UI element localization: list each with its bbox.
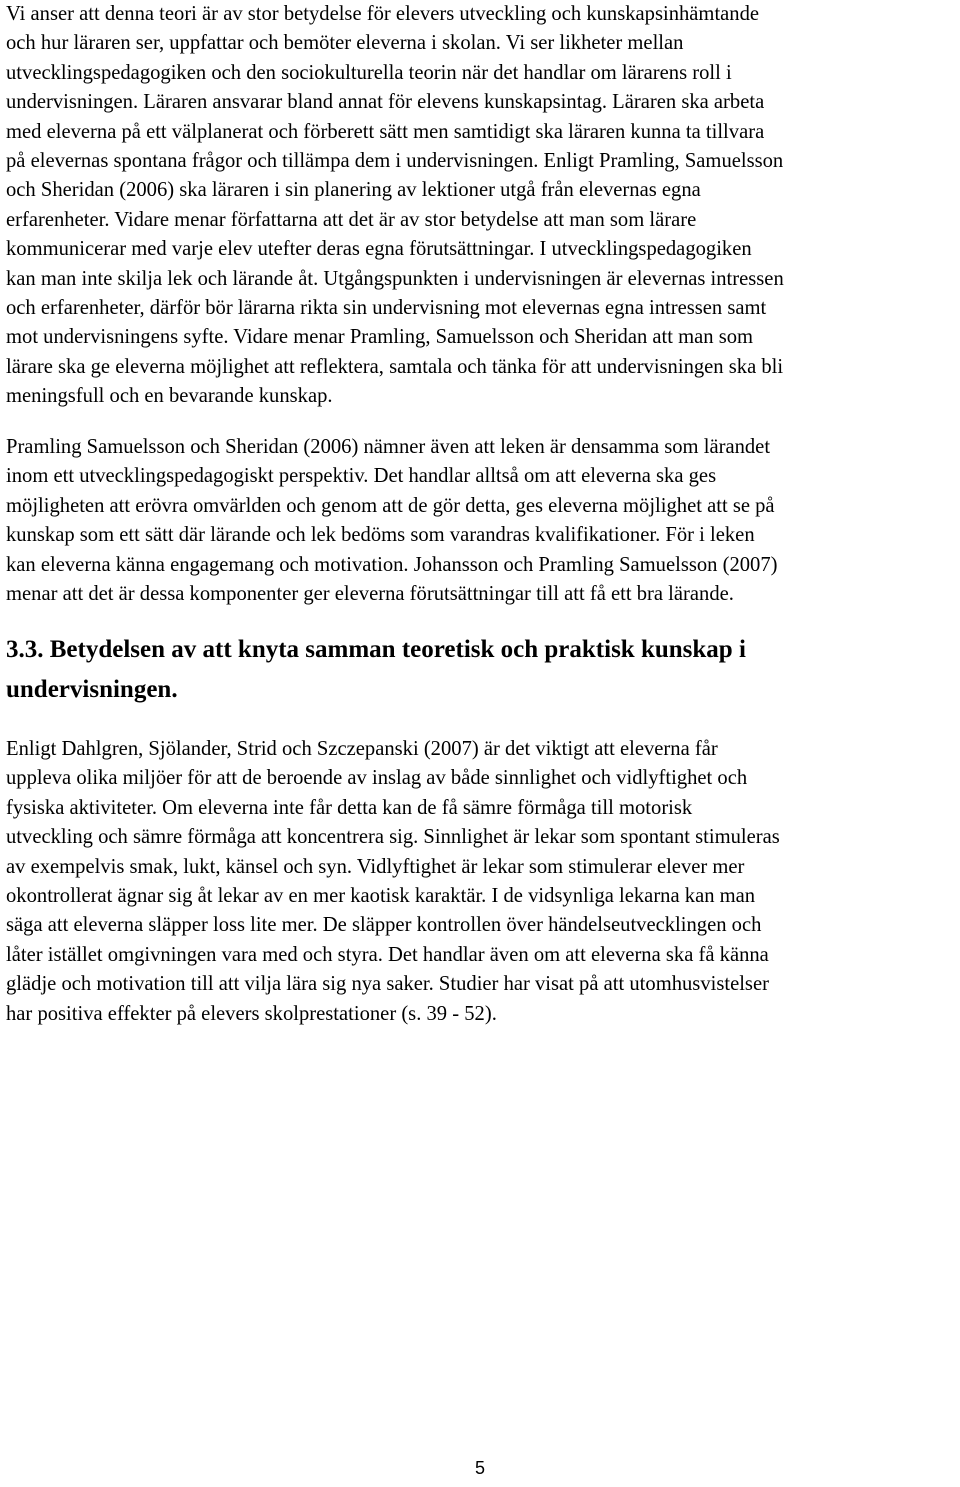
text-line: erfarenheter. Vidare menar författarna att det är av stor betydelse att man som lärare: [6, 208, 697, 231]
text-line: av exempelvis smak, lukt, känsel och syn. Vidlyftighet är lekar som stimulerar elever mer: [6, 855, 745, 878]
text-line: låter istället omgivningen vara med och styra. Det handlar även om att eleverna ska få känna: [6, 943, 769, 966]
text-line: lärare ska ge eleverna möjlighet att reflektera, samtala och tänka för att undervisningen ska bli: [6, 355, 784, 378]
text-line: möjligheten att erövra omvärlden och genom att de gör detta, ges eleverna möjlighet att se på: [6, 494, 775, 517]
heading-line: undervisningen.: [6, 676, 178, 703]
text-line: kan man inte skilja lek och lärande åt. Utgångspunkten i undervisningen är elevernas intressen: [6, 267, 784, 290]
paragraph-play-and-learning: [6, 433, 778, 609]
page-number: 5: [474, 1458, 485, 1478]
paragraph-outdoor-environments: [6, 735, 780, 1029]
text-line: kunskap som ett sätt där lärande och lek bedöms som varandras kvalifikationer. För i leken: [6, 524, 755, 547]
text-line: och Sheridan (2006) ska läraren i sin planering av lektioner utgå från elevernas egna: [6, 179, 701, 202]
text-line: inom ett utvecklingspedagogiskt perspektiv. Det handlar alltså om att eleverna ska ges: [6, 465, 717, 488]
text-line: fysiska aktiviteter. Om eleverna inte får detta kan de få sämre förmåga till motorisk: [6, 796, 693, 819]
text-line: meningsfull och en bevarande kunskap.: [6, 385, 333, 408]
text-line: och hur läraren ser, uppfattar och bemöter eleverna i skolan. Vi ser likheter mellan: [6, 32, 684, 55]
text-line: Pramling Samuelsson och Sheridan (2006) nämner även att leken är densamma som lärandet: [6, 436, 771, 458]
text-line: uppleva olika miljöer för att de beroende av inslag av både sinnlighet och vidlyftighet och: [6, 767, 748, 790]
heading-line: 3.3. Betydelsen av att knyta samman teoretisk och praktisk kunskap i: [6, 636, 746, 663]
paragraph-theory-relevance: [6, 0, 784, 412]
text-line: Vi anser att denna teori är av stor betydelse för elevers utveckling och kunskapsinhämtande: [6, 3, 760, 25]
text-line: med eleverna på ett välplanerat och förberett sätt men samtidigt ska läraren kunna ta tillvara: [6, 120, 765, 143]
text-line: säga att eleverna släpper loss lite mer. De släpper kontrollen över händelseutvecklingen och: [6, 914, 762, 937]
text-line: mot undervisningens syfte. Vidare menar Pramling, Samuelsson och Sheridan att man som: [6, 326, 754, 349]
text-line: Enligt Dahlgren, Sjölander, Strid och Szczepanski (2007) är det viktigt att eleverna får: [6, 738, 718, 760]
text-line: glädje och motivation till att vilja lära sig nya saker. Studier har visat på att utomhusvistelser: [6, 973, 769, 996]
text-line: kan eleverna känna engagemang och motivation. Johansson och Pramling Samuelsson (2007): [6, 553, 778, 576]
text-line: och erfarenheter, därför bör lärarna rikta sin undervisning mot elevernas egna intressen samt: [6, 297, 767, 320]
text-line: har positiva effekter på elevers skolprestationer (s. 39 - 52).: [6, 1002, 497, 1025]
text-line: undervisningen. Läraren ansvarar bland annat för elevens kunskapsintag. Läraren ska arbeta: [6, 91, 765, 114]
section-heading: [6, 630, 746, 710]
text-line: kommunicerar med varje elev utefter deras egna förutsättningar. I utvecklingspedagogiken: [6, 238, 752, 261]
text-line: okontrollerat ägnar sig åt lekar av en mer kaotisk karaktär. I de vidsynliga lekarna kan man: [6, 885, 756, 908]
text-line: på elevernas spontana frågor och tillämpa dem i undervisningen. Enligt Pramling, Samuelsson: [6, 150, 784, 173]
text-line: utvecklingspedagogiken och den sociokulturella teorin när det handlar om lärarens roll i: [6, 61, 732, 84]
text-line: utveckling och sämre förmåga att koncentrera sig. Sinnlighet är lekar som spontant stimuleras: [6, 826, 780, 849]
text-line: menar att det är dessa komponenter ger eleverna förutsättningar till att få ett bra lärande.: [6, 583, 734, 606]
